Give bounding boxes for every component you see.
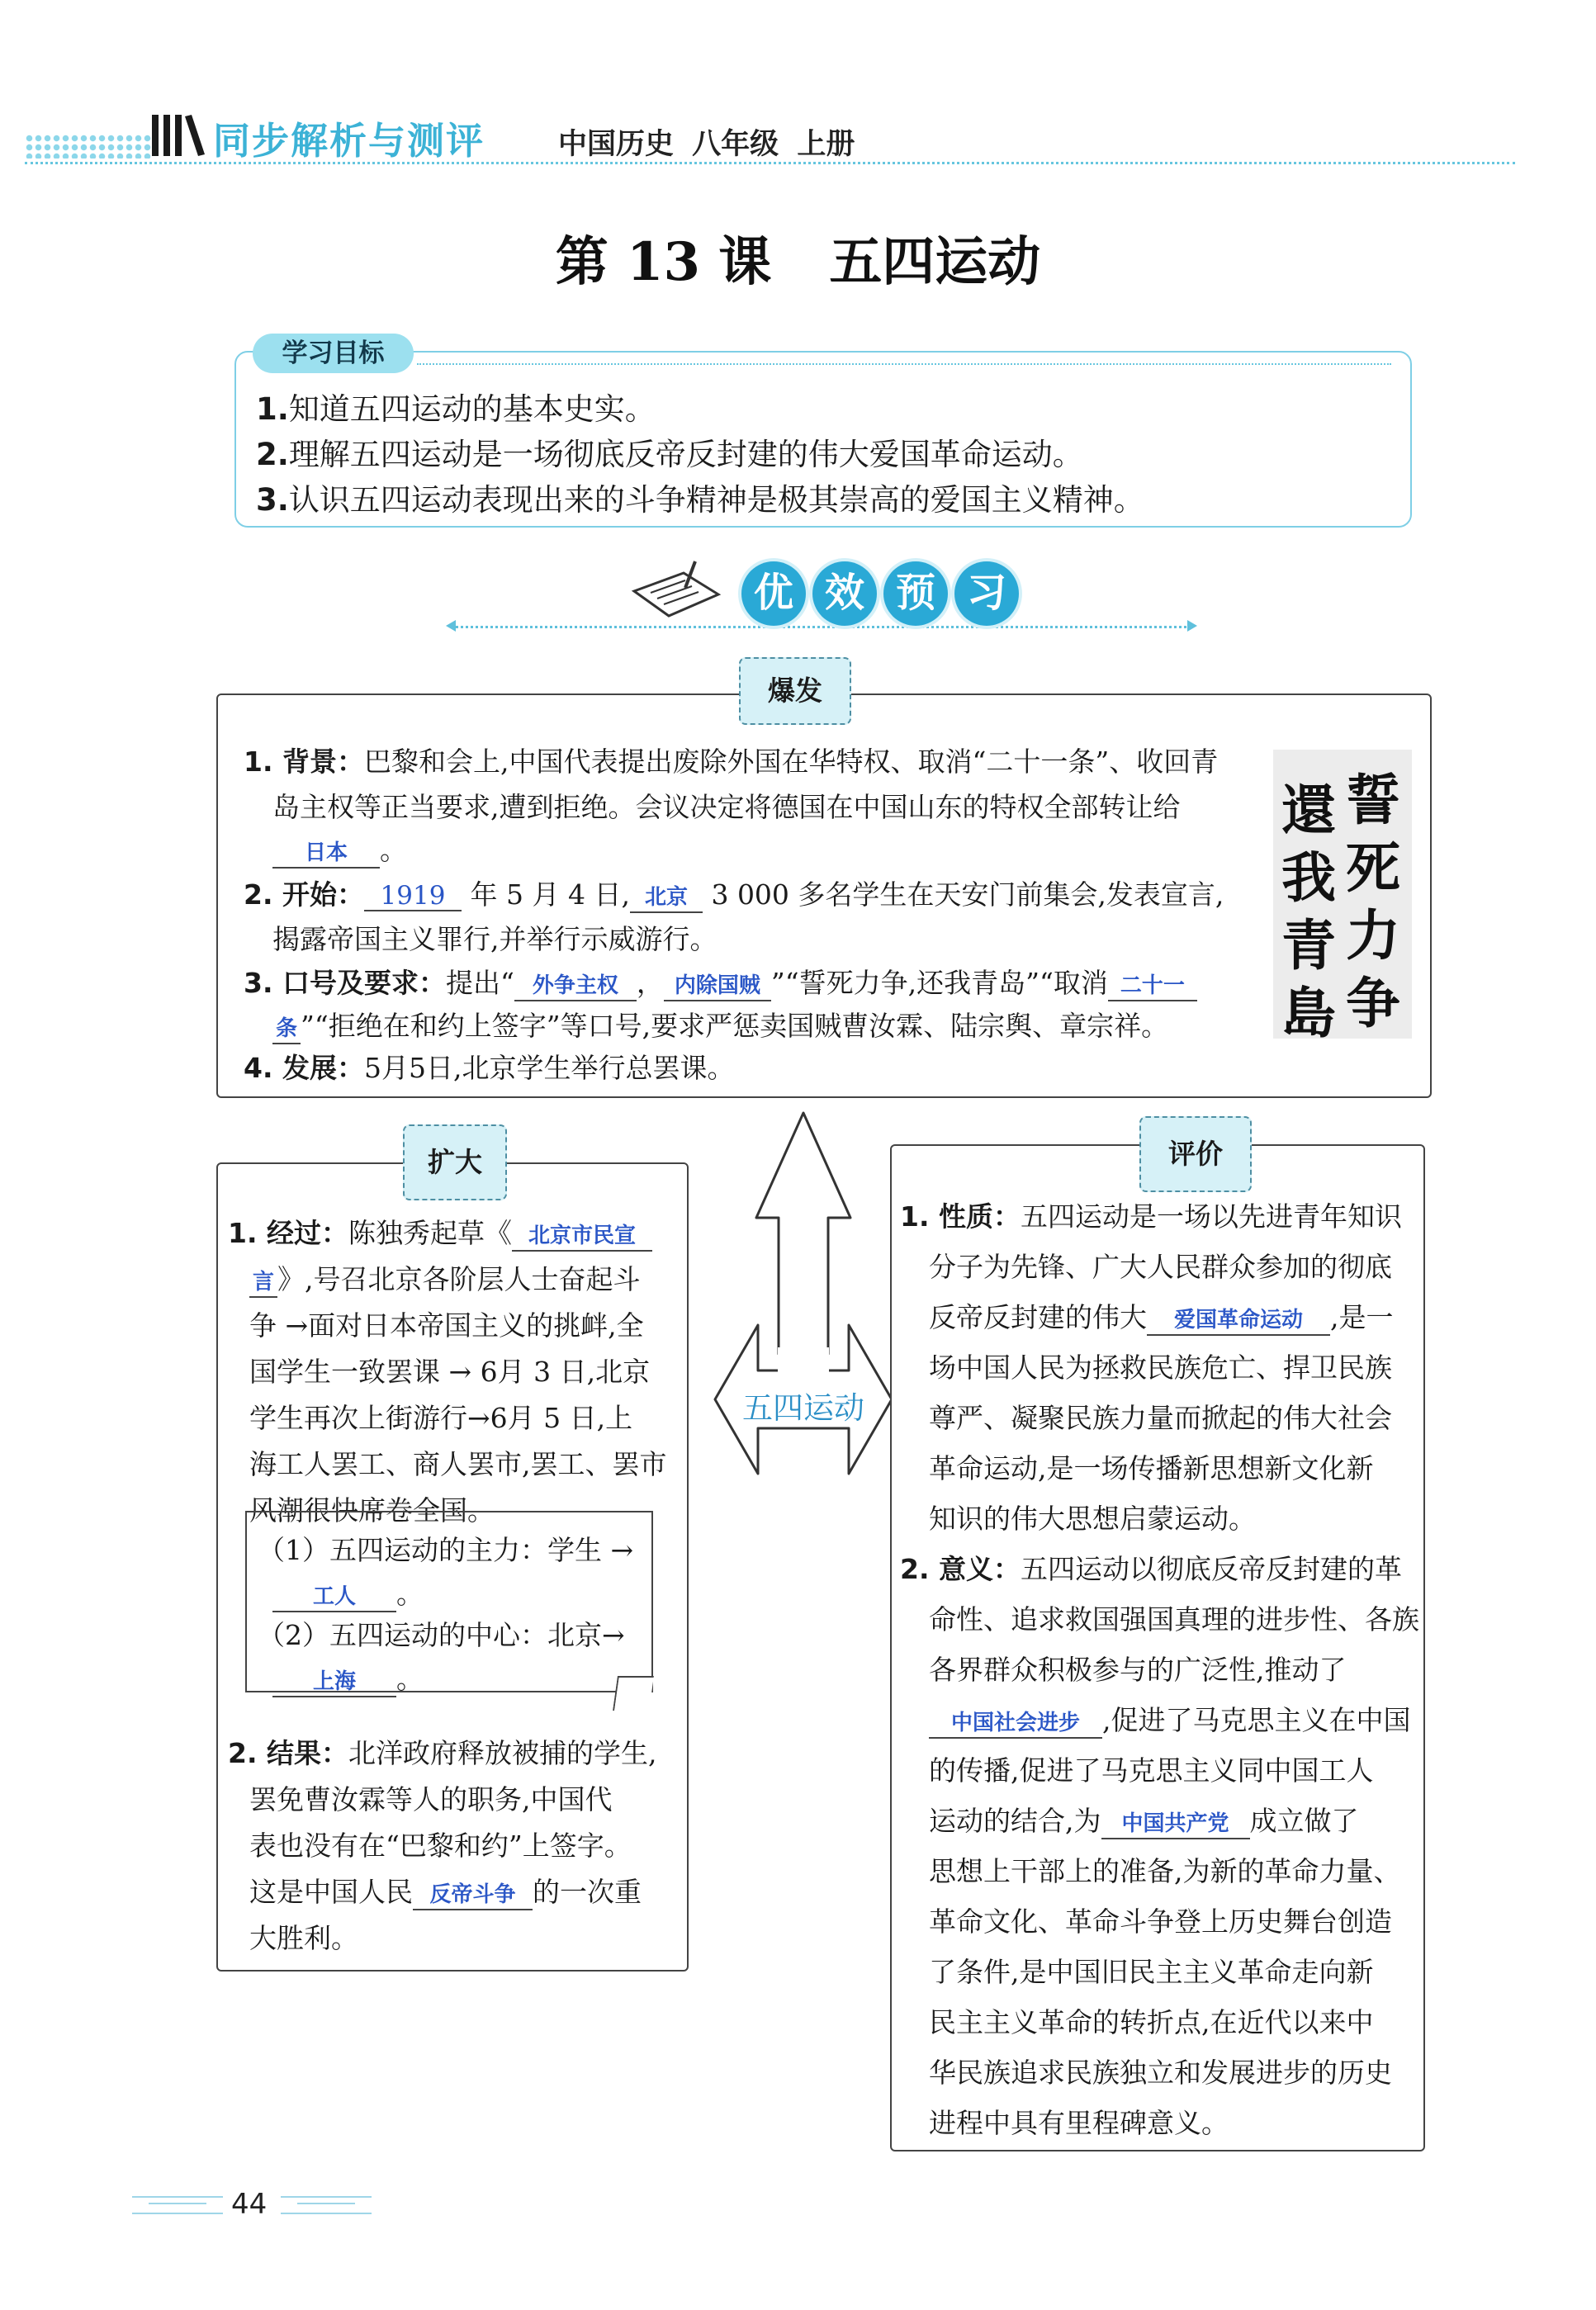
outbreak-development-line: 4. 发展：5月5日,北京学生举行总罢课。 bbox=[244, 1052, 735, 1084]
expand-process-line: 言 》,号召北京各阶层人士奋起斗 bbox=[249, 1258, 641, 1298]
lesson-number: 第 13 课 bbox=[555, 231, 772, 293]
banner-title-char: 效 bbox=[812, 561, 877, 626]
footer-decoration-left bbox=[132, 2196, 223, 2214]
page-title bbox=[0, 220, 1596, 296]
evaluate-box bbox=[890, 1144, 1425, 2151]
banner-arrow-right-icon bbox=[1187, 620, 1197, 632]
answer-social-progress: 中国社会进步 bbox=[929, 1709, 1102, 1739]
expand-tag: 扩大 bbox=[403, 1124, 507, 1200]
outbreak-slogan-line: 条 ”“拒绝在和约上签字”等口号,要求严惩卖国贼曹汝霖、陆宗舆、章宗祥。 bbox=[272, 1005, 1168, 1044]
book-brand: 同步解析与测评 bbox=[213, 119, 485, 163]
evaluate-tag: 评价 bbox=[1139, 1116, 1252, 1192]
evaluate-significance-line: 思想上干部上的准备,为新的革命力量、 bbox=[929, 1855, 1401, 1887]
footer-decoration-right bbox=[281, 2196, 372, 2214]
expand-process-line: 争 →面对日本帝国主义的挑衅,全 bbox=[249, 1309, 644, 1342]
goals-dotted-line bbox=[417, 363, 1391, 365]
answer-twenty-one: 条 bbox=[272, 1015, 301, 1044]
header-dots-decoration bbox=[25, 134, 153, 159]
evaluate-nature-line: 场中国人民为拯救民族危亡、捍卫民族 bbox=[929, 1351, 1392, 1384]
evaluate-significance-line: 民主主义革命的转折点,在近代以来中 bbox=[929, 2006, 1374, 2038]
evaluate-significance-line: 的传播,促进了马克思主义同中国工人 bbox=[929, 1754, 1374, 1787]
lesson-topic: 五四运动 bbox=[829, 231, 1041, 293]
expand-result-line: 表也没有在“巴黎和约”上签字。 bbox=[249, 1830, 632, 1862]
expand-process-line: 风潮很快席卷全国。 bbox=[249, 1494, 495, 1527]
banner-title-char: 优 bbox=[741, 561, 806, 626]
evaluate-nature-line: 分子为先锋、广大人民群众参加的彻底 bbox=[929, 1251, 1392, 1283]
evaluate-significance-line: 2. 意义：五四运动以彻底反帝反封建的革 bbox=[900, 1553, 1402, 1585]
expand-process-line: 海工人罢工、商人罢市,罢工、罢市 bbox=[249, 1448, 667, 1480]
answer-twenty-one: 二十一 bbox=[1108, 972, 1197, 1001]
evaluate-significance-line: 华民族追求民族独立和发展进步的历史 bbox=[929, 2057, 1392, 2089]
answer-japan: 日本 bbox=[272, 839, 380, 869]
answer-cpc: 中国共产党 bbox=[1101, 1810, 1250, 1839]
expand-result-line: 这是中国人民 反帝斗争 的一次重 bbox=[249, 1871, 642, 1910]
evaluate-significance-line: 运动的结合,为 中国共产党 成立做了 bbox=[929, 1800, 1359, 1839]
answer-shanghai: 上海 bbox=[272, 1668, 396, 1697]
calligraphy-image: 誓 死 力 争 還 我 青 島 bbox=[1273, 750, 1412, 1039]
evaluate-significance-line: 命性、追求救国强国真理的进步性、各族 bbox=[929, 1603, 1419, 1635]
expand-process-line: 1. 经过：陈独秀起草《 北京市民宣 bbox=[228, 1212, 652, 1252]
banner-arrow-left-icon bbox=[446, 620, 456, 632]
expand-process-line: 国学生一致罢课 → 6月 3 日,北京 bbox=[249, 1356, 651, 1388]
evaluate-significance-line: 中国社会进步 ,促进了马克思主义在中国 bbox=[929, 1699, 1411, 1739]
evaluate-significance-line: 进程中具有里程碑意义。 bbox=[929, 2107, 1229, 2139]
outbreak-tag: 爆发 bbox=[739, 657, 851, 725]
notebook-pen-icon bbox=[626, 558, 725, 624]
evaluate-nature-line: 反帝反封建的伟大 爱国革命运动 ,是一 bbox=[929, 1296, 1394, 1336]
note-center-answer: 上海 。 bbox=[272, 1658, 424, 1697]
answer-beijing: 北京 bbox=[630, 883, 703, 913]
outbreak-background-line: 岛主权等正当要求,遭到拒绝。会议决定将德国在中国山东的特权全部转让给 bbox=[272, 791, 1181, 823]
outbreak-start-line: 2. 开始： 1919 年 5 月 4 日, 北京 3 000 多名学生在天安门前集会,发表宣言, bbox=[244, 873, 1224, 913]
evaluate-nature-line: 革命运动,是一场传播新思想新文化新 bbox=[929, 1452, 1374, 1484]
outbreak-slogan-line: 3. 口号及要求：提出“ 外争主权 ， 内除国贼 ”“誓死力争,还我青岛”“取消 二十一 bbox=[244, 962, 1197, 1001]
expand-process-line: 学生再次上街游行→6月 5 日,上 bbox=[249, 1402, 633, 1434]
outbreak-background-line: 1. 背景：巴黎和会上,中国代表提出废除外国在华特权、取消“二十一条”、收回青 bbox=[244, 746, 1219, 778]
goal-item: 2.理解五四运动是一场彻底反帝反封建的伟大爱国革命运动。 bbox=[256, 437, 1083, 472]
outbreak-start-line: 揭露帝国主义罪行,并举行示威游行。 bbox=[272, 923, 717, 955]
expand-result-line: 罢免曹汝霖等人的职务,中国代 bbox=[249, 1783, 613, 1815]
page-number: 44 bbox=[231, 2188, 268, 2221]
answer-anti-imperialist: 反帝斗争 bbox=[413, 1881, 533, 1910]
subject-grade: 中国历史 八年级 上册 bbox=[558, 128, 855, 161]
book-logo-icon bbox=[150, 111, 206, 159]
answer-workers: 工人 bbox=[272, 1583, 396, 1612]
banner-title-char: 习 bbox=[954, 561, 1019, 626]
note-main-force-answer: 工人 。 bbox=[272, 1573, 424, 1612]
answer-manifesto: 北京市民宣 bbox=[512, 1222, 652, 1252]
center-topic-label: 五四运动 bbox=[742, 1390, 864, 1426]
center-arrows-diagram bbox=[708, 1106, 898, 1536]
evaluate-nature-line: 1. 性质：五四运动是一场以先进青年知识 bbox=[900, 1200, 1402, 1233]
answer-slogan-sovereignty: 外争主权 bbox=[514, 972, 637, 1001]
evaluate-significance-line: 革命文化、革命斗争登上历史舞台创造 bbox=[929, 1905, 1392, 1938]
expand-result-line: 2. 结果：北洋政府释放被捕的学生, bbox=[228, 1737, 657, 1769]
answer-year: 1919 bbox=[364, 882, 462, 911]
answer-slogan-traitors: 内除国贼 bbox=[664, 972, 771, 1001]
learning-goals-tag: 学习目标 bbox=[253, 334, 414, 373]
evaluate-significance-line: 了条件,是中国旧民主主义革命走向新 bbox=[929, 1956, 1374, 1988]
expand-result-line: 大胜利。 bbox=[249, 1922, 358, 1954]
note-center: （2）五四运动的中心：北京→ bbox=[258, 1619, 625, 1651]
answer-manifesto: 言 bbox=[249, 1268, 277, 1298]
goal-item: 3.认识五四运动表现出来的斗争精神是极其崇高的爱国主义精神。 bbox=[256, 482, 1144, 518]
outbreak-background-line: 日本 。 bbox=[272, 829, 407, 869]
evaluate-significance-line: 各界群众积极参与的广泛性,推动了 bbox=[929, 1654, 1347, 1686]
answer-patriotic-revolution: 爱国革命运动 bbox=[1147, 1306, 1330, 1336]
banner-divider bbox=[450, 626, 1193, 628]
note-main-force: （1）五四运动的主力：学生 → bbox=[258, 1534, 634, 1566]
header-divider bbox=[25, 162, 1515, 164]
evaluate-nature-line: 尊严、凝聚民族力量而掀起的伟大社会 bbox=[929, 1402, 1392, 1434]
goal-item: 1.知道五四运动的基本史实。 bbox=[256, 391, 656, 427]
evaluate-nature-line: 知识的伟大思想启蒙运动。 bbox=[929, 1503, 1256, 1535]
banner-title-char: 预 bbox=[883, 561, 948, 626]
